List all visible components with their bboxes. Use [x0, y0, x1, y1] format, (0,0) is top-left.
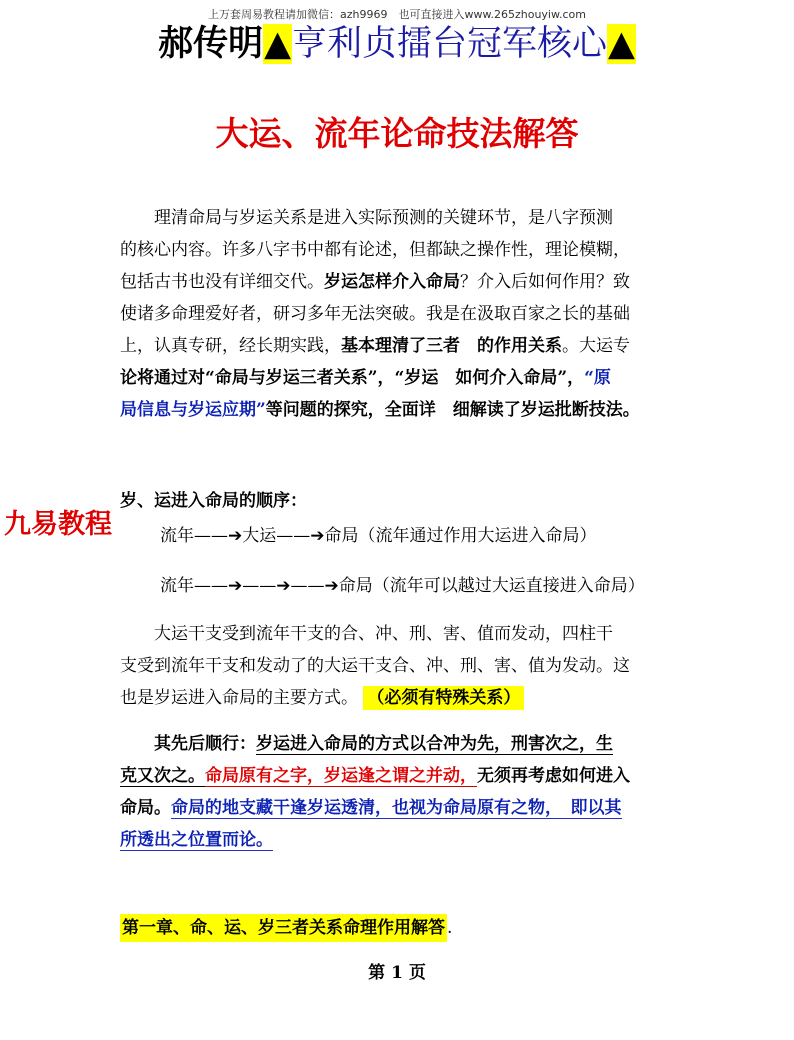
mechanism-line	[120, 682, 680, 714]
chapter-line	[120, 912, 680, 944]
intro-emphasis: 基本理清了三者 的作用关系	[341, 336, 562, 356]
top-notice: 上万套周易教程请加微信：azh9969 也可直接进入www.265zhouyiw.com	[208, 8, 586, 21]
intro-line: 使诸多命理爱好者，研习多年无法突破。我是在汲取百家之长的基础	[120, 304, 630, 324]
sequence-emphasis: 命局。	[120, 798, 171, 818]
intro-text: ？介入后如何作用？致	[460, 272, 630, 292]
intro-line: 理清命局与岁运关系是进入实际预测的关键环节，是八字预测	[120, 208, 613, 228]
order-path-text: 流年——➔大运——➔命局（流年通过作用大运进入命局）	[160, 526, 597, 546]
sequence-emphasis: 克又次之。	[120, 766, 205, 786]
intro-text: 包括古书也没有详细交代。	[120, 272, 324, 292]
sequence-blue-text: 命局的地支藏干逢岁运透清，也视为命局原有之物， 即以其	[171, 798, 622, 818]
sequence-red-text: 命局原有之字，岁运逢之谓之并动，	[205, 766, 477, 786]
order-section	[120, 485, 680, 517]
intro-line: 的核心内容。许多八字书中都有论述，但都缺之操作性，理论模糊，	[120, 240, 630, 260]
intro-emphasis: 论将通过对“命局与岁运三者关系”，“岁运 如何介入命局”，	[120, 368, 585, 388]
chapter-title: 第一章、命、运、岁三者关系命理作用解答	[120, 914, 447, 942]
sequence-emphasis: 岁运进入命局的方式以合冲为先，刑害次之，生	[256, 734, 613, 754]
intro-line	[120, 362, 680, 394]
intro-text: 上，认真专研，经长期实践，	[120, 336, 341, 356]
order-path-1	[160, 520, 680, 552]
intro-text: 。大运专	[562, 336, 630, 356]
sequence-line	[120, 760, 680, 792]
triangle-icon: ▲	[264, 24, 291, 64]
intro-blue-text: 局信息与岁运应期”	[120, 400, 266, 420]
intro-paragraph	[120, 202, 680, 426]
order-path-2	[160, 570, 680, 602]
mechanism-text: 也是岁运进入命局的主要方式。	[120, 688, 358, 708]
sequence-blue-text: 所透出之位置而论。	[120, 830, 273, 850]
intro-emphasis: 等问题的探究，全面详 细解读了岁运批断技法。	[265, 400, 640, 420]
mechanism-paragraph	[120, 618, 680, 714]
header-banner	[0, 18, 794, 70]
sequence-line	[120, 792, 680, 824]
sequence-paragraph	[120, 728, 680, 856]
watermark-logo: 九易教程	[4, 509, 112, 540]
author-name: 郝传明	[158, 23, 264, 64]
order-path-text: 流年——➔——➔——➔命局（流年可以越过大运直接进入命局）	[160, 576, 645, 596]
mechanism-line: 支受到流年干支和发动了的大运干支合、冲、刑、害、值为发动。这	[120, 656, 630, 676]
mechanism-line: 大运干支受到流年干支的合、冲、刑、害、值而发动，四柱干	[120, 624, 613, 644]
order-heading: 岁、运进入命局的顺序：	[120, 491, 307, 511]
page-number: 第 1 页	[368, 963, 426, 983]
sequence-label: 其先后顺行：	[120, 734, 256, 754]
intro-emphasis: 岁运怎样介入命局	[324, 272, 460, 292]
sequence-emphasis: 无须再考虑如何进入	[477, 766, 630, 786]
intro-line	[120, 394, 680, 426]
chapter-end: .	[447, 918, 453, 938]
triangle-icon: ▲	[608, 24, 635, 64]
intro-line	[120, 266, 680, 298]
intro-line	[120, 330, 680, 362]
intro-blue-text: “原	[584, 368, 611, 388]
mechanism-highlight: （必须有特殊关系）	[363, 686, 524, 710]
sequence-line	[120, 728, 680, 760]
chapter-heading	[120, 912, 680, 944]
sequence-line	[120, 824, 680, 856]
page-title: 大运、流年论命技法解答	[215, 114, 579, 153]
header-slogan: 亨利贞擂台冠军核心	[292, 24, 608, 64]
